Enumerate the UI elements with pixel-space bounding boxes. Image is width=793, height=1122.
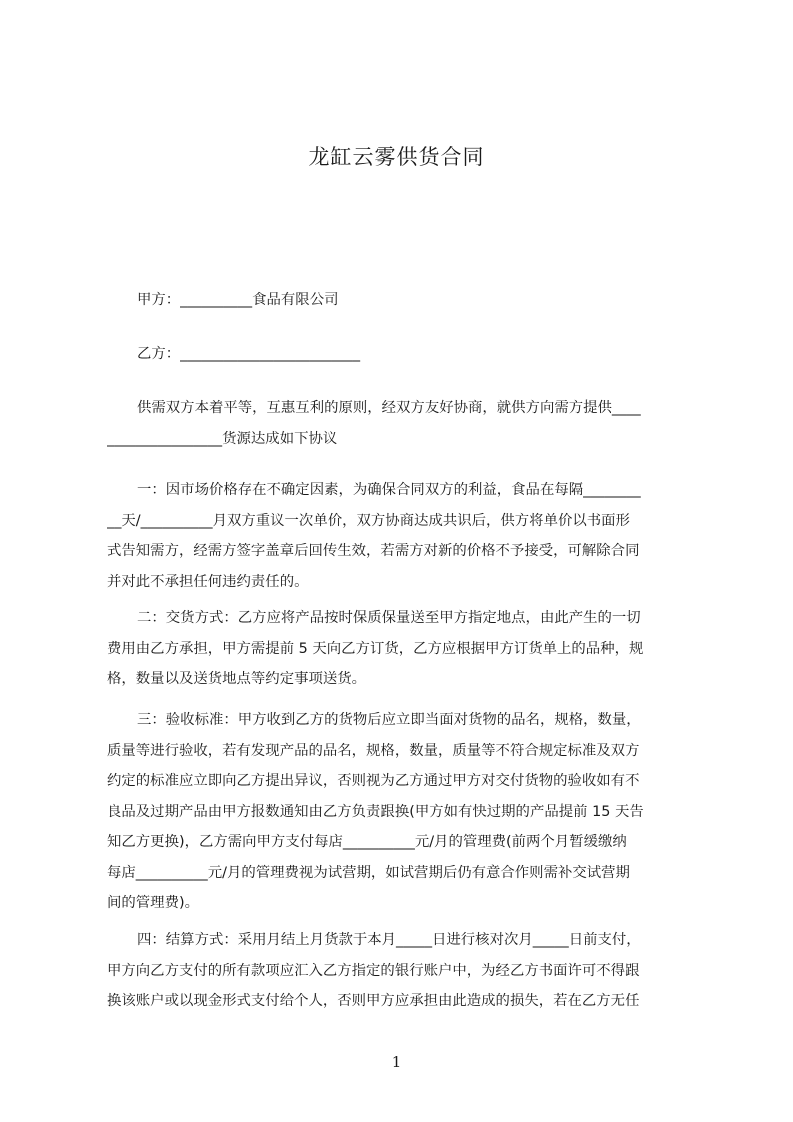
text-line: __天/__________月双方重议一次单价，双方协商达成共识后，供方将单价以书面形 — [107, 512, 630, 529]
text-line: 三：验收标准：甲方收到乙方的货物后应立即当面对货物的品名，规格，数量， — [137, 712, 641, 728]
text-line: 每店__________元/月的管理费视为试营期，如试营期后仍有意合作则需补交试营期 — [107, 864, 630, 881]
text-line: 二：交货方式：乙方应将产品按时保质保量送至甲方指定地点，由此产生的一切 — [137, 610, 641, 626]
party-b-line: 乙方：_________________________ — [137, 346, 361, 362]
text-line: 质量等进行验收，若有发现产品的品名，规格，数量，质量等不符合规定标准及双方 — [107, 742, 640, 759]
text-line: 换该账户或以现金形式支付给个人，否则甲方应承担由此造成的损失，若在乙方无任 — [107, 993, 640, 1009]
text-line: 知乙方更换)，乙方需向甲方支付每店__________元/月的管理费(前两个月暂缓缴纳 — [107, 834, 627, 850]
contract-title: 龙缸云雾供货合同 — [308, 145, 485, 169]
text-line: 式告知需方，经需方签字盖章后回传生效，若需方对新的价格不予接受，可解除合同 — [107, 543, 640, 559]
text-line: 一：因市场价格存在不确定因素，为确保合同双方的利益，食品在每隔________ — [137, 482, 641, 498]
text-line: 供需双方本着平等，互惠互利的原则，经双方友好协商，就供方向需方提供____ — [137, 400, 641, 416]
clause-2-paragraph — [107, 603, 701, 695]
text-line: 甲方向乙方支付的所有款项应汇入乙方指定的银行账户中，为经乙方书面许可不得跟 — [107, 962, 640, 979]
text-line: ________________货源达成如下协议 — [107, 430, 338, 447]
text-line: 间的管理费)。 — [107, 895, 199, 911]
intro-paragraph — [107, 393, 701, 454]
clause-3-paragraph — [107, 705, 701, 919]
clause-1-paragraph — [107, 475, 701, 597]
text-line: 并对此不承担任何违约责任的。 — [107, 573, 309, 590]
text-line: 格，数量以及送货地点等约定事项送货。 — [107, 671, 367, 687]
clause-4-paragraph — [107, 925, 701, 1017]
text-line: 约定的标准应立即向乙方提出异议，否则视为乙方通过甲方对交付货物的验收如有不 — [107, 773, 640, 789]
text-line: 四：结算方式：采用月结上月货款于本月_____日进行核对次月_____日前支付， — [137, 932, 641, 948]
party-a-line: 甲方：__________食品有限公司 — [137, 292, 339, 308]
text-line: 良品及过期产品由甲方报数通知由乙方负责跟换(甲方如有快过期的产品提前 15 天告 — [107, 803, 644, 820]
page-number: 1 — [391, 1053, 402, 1071]
text-line: 费用由乙方承担，甲方需提前 5 天向乙方订货，乙方应根据甲方订货单上的品种，规 — [107, 640, 644, 657]
